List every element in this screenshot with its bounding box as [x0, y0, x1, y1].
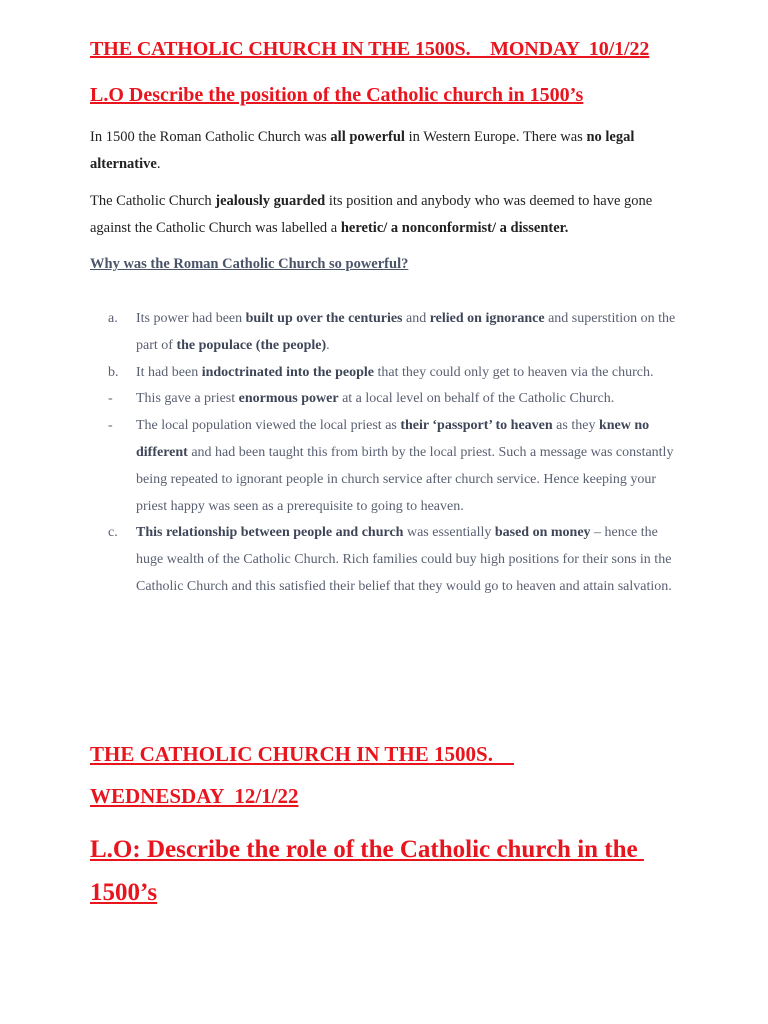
text-run: – hence the huge wealth of the Catholic Church. Rich families could buy high positions for their sons in the Catholic Church and this satisfied their belief that they would go to heaven and attain salvation.: [136, 525, 672, 594]
text-run: and had been taught this from birth by the local priest. Such a message was constantly being repeated to ignorant people in church service after church service. Hence keeping your priest happy was seen as a prerequisite to going to heaven.: [136, 444, 674, 514]
bold-text: indoctrinated into the people: [201, 364, 374, 380]
list-item: [108, 360, 688, 387]
text-run: The local population viewed the local priest as: [136, 418, 401, 434]
list-marker: c.: [108, 525, 118, 541]
paragraph-heretic: [90, 188, 690, 242]
text-run: .: [156, 156, 161, 172]
bold-text: all powerful: [330, 129, 405, 145]
section1-title: THE CATHOLIC CHURCH IN THE 1500S. MONDAY 10/1/22: [90, 38, 650, 60]
section2-date: WEDNESDAY 12/1/22: [90, 784, 299, 808]
list-marker: b.: [108, 364, 119, 380]
question-heading: Why was the Roman Catholic Church so powerful?: [90, 256, 409, 272]
list-marker: -: [108, 391, 113, 407]
list-item-text: [136, 520, 688, 600]
bold-text: This relationship between people and church: [136, 525, 404, 541]
section2-title: THE CATHOLIC CHURCH IN THE 1500S.: [90, 742, 514, 766]
text-run: its position and anybody who was deemed to have gone against the Catholic Church was labelled a: [90, 193, 653, 236]
bold-text: the populace (the people): [176, 337, 327, 353]
bold-text: knew no different: [136, 418, 650, 460]
bold-text: jealously guarded: [215, 193, 326, 209]
bold-text: based on money: [494, 525, 591, 541]
text-run: Its power had been: [136, 311, 246, 326]
list-marker: -: [108, 418, 113, 434]
section2-lo-line1: L.O: Describe the role of the Catholic church in the: [90, 836, 644, 863]
list-item: [108, 413, 688, 520]
bold-text: built up over the centuries: [245, 311, 403, 326]
text-run: In 1500 the Roman Catholic Church was: [90, 129, 331, 145]
list-marker: a.: [108, 311, 118, 326]
paragraph-intro: [90, 124, 690, 178]
text-run: and: [402, 311, 430, 326]
bold-text: heretic/ a nonconformist/ a dissenter.: [340, 220, 569, 236]
text-run: as they: [552, 418, 599, 434]
list-item-text: [136, 306, 688, 360]
text-run: at a local level on behalf of the Catholic Church.: [338, 391, 615, 407]
text-run: that they could only get to heaven via the church.: [373, 364, 654, 380]
bold-text: enormous power: [238, 391, 339, 407]
list-item: [108, 386, 688, 413]
text-run: This gave a priest: [136, 391, 239, 407]
list-item-text: [136, 386, 688, 413]
text-run: and superstition on the part of: [136, 311, 676, 353]
text-run: The Catholic Church: [90, 193, 216, 209]
bold-text: relied on ignorance: [429, 311, 545, 326]
list-item-text: [136, 413, 688, 520]
text-run: in Western Europe. There was: [404, 129, 587, 145]
bold-text: their ‘passport’ to heaven: [400, 418, 553, 434]
text-run: It had been: [136, 364, 202, 380]
reasons-list: [108, 306, 688, 601]
section1-learning-objective: L.O Describe the position of the Catholic church in 1500’s: [90, 84, 584, 106]
list-item: [108, 306, 688, 360]
section2-lo-line2: 1500’s: [90, 879, 158, 906]
list-item-text: [136, 360, 688, 387]
text-run: was essentially: [403, 525, 495, 541]
bold-text: no legal alternative: [90, 129, 635, 172]
list-item: [108, 520, 688, 600]
text-run: .: [326, 337, 330, 353]
section2-learning-objective: [90, 832, 710, 910]
